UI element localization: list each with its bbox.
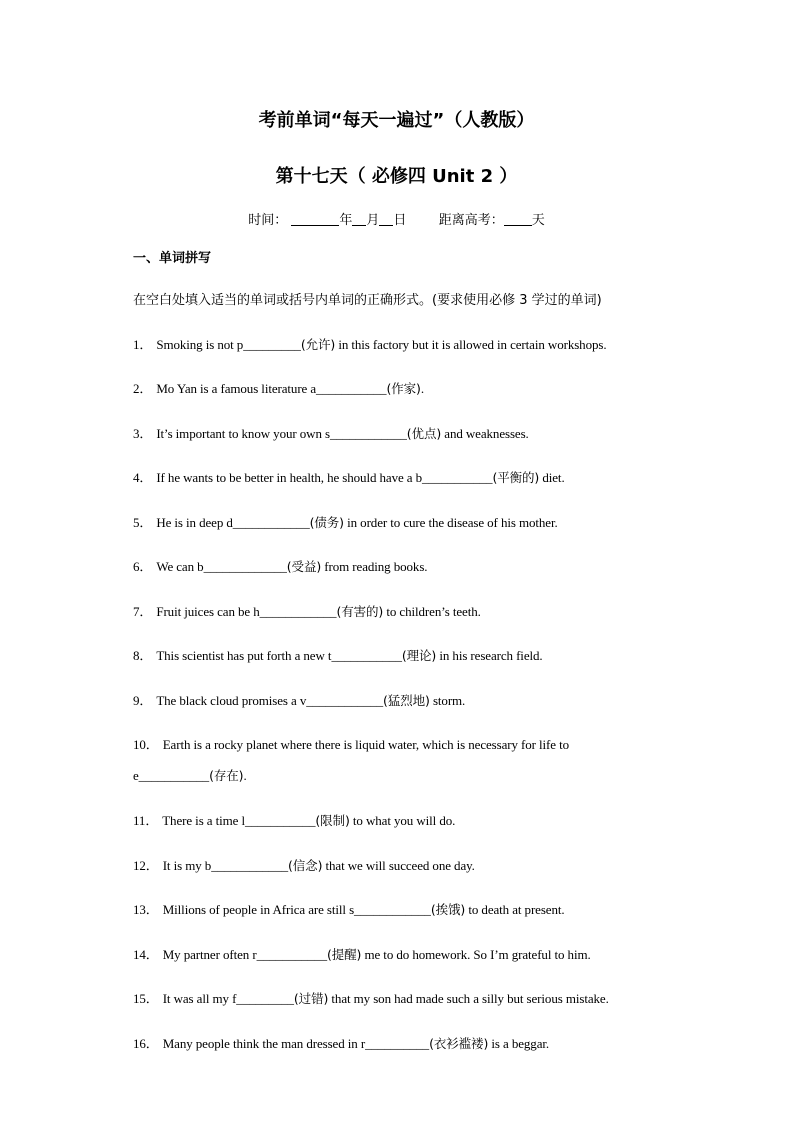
exercise-line xyxy=(133,1033,549,1052)
days-blank[interactable] xyxy=(504,211,532,226)
exercise-text-after: storm. xyxy=(429,693,466,708)
chinese-hint: (挨饿) xyxy=(430,902,466,917)
exercise-number: 13． xyxy=(133,902,159,917)
exercise-number: 2． xyxy=(133,381,153,396)
exercise-text-before: Fruit juices can be h xyxy=(156,604,260,619)
exercise-line xyxy=(133,601,481,620)
exercise-text-after: me to do homework. So I’m grateful to him. xyxy=(361,947,591,962)
exercise-text-before: It is my b xyxy=(162,858,212,873)
exercise-text-before: e xyxy=(133,768,139,783)
chinese-hint: (过错) xyxy=(293,991,329,1006)
exercise-text-after: to death at present. xyxy=(465,902,565,917)
exercise-line xyxy=(133,899,565,918)
exercise-text-after: . xyxy=(420,381,424,396)
chinese-hint: (猛烈地) xyxy=(383,693,430,708)
exercise-line xyxy=(133,645,543,664)
exercise-number: 4． xyxy=(133,470,153,485)
exercise-number: 3． xyxy=(133,426,153,441)
exercise-number: 9． xyxy=(133,693,153,708)
exercise-line xyxy=(133,734,569,753)
exercise-number: 7． xyxy=(133,604,153,619)
exercise-text-after: that we will succeed one day. xyxy=(322,858,475,873)
exercise-text-before: Mo Yan is a famous literature a xyxy=(156,381,317,396)
answer-blank[interactable]: ____________ xyxy=(211,858,288,873)
exercise-line xyxy=(133,556,427,575)
answer-blank[interactable]: ___________ xyxy=(138,768,210,783)
month-label: 月 xyxy=(366,213,380,228)
answer-blank[interactable]: ____________ xyxy=(329,426,407,441)
exercise-text-after: to children’s teeth. xyxy=(383,604,481,619)
answer-blank[interactable]: __________ xyxy=(365,1036,430,1051)
exercise-text-before: Earth is a rocky planet where there is liquid water, which is necessary for life to xyxy=(162,737,570,752)
chinese-hint: (信念) xyxy=(288,858,323,873)
time-label: 时间： xyxy=(248,213,288,228)
date-line xyxy=(0,209,793,228)
chinese-hint: (允许) xyxy=(300,337,336,352)
chinese-hint: (衣衫褴褛) xyxy=(429,1036,489,1051)
exercise-line xyxy=(133,690,465,709)
exercise-text-after: is a beggar. xyxy=(488,1036,550,1051)
exercise-line xyxy=(133,766,247,784)
page-subtitle: 第十七天（ 必修四 Unit 2 ） xyxy=(275,166,518,187)
exercise-line xyxy=(133,855,475,874)
exercise-text-after: to what you will do. xyxy=(349,813,456,828)
exercise-text-before: Millions of people in Africa are still s xyxy=(162,902,355,917)
section-instruction: 在空白处填入适当的单词或括号内单词的正确形式。(要求使用必修 3 学过的单词) xyxy=(133,293,602,308)
exercise-text-after: in order to cure the disease of his mother. xyxy=(343,515,558,530)
answer-blank[interactable]: ____________ xyxy=(259,604,337,619)
answer-blank[interactable]: ___________ xyxy=(422,470,493,485)
exercise-text-before: It’s important to know your own s xyxy=(156,426,330,441)
exercise-text-after: in this factory but it is allowed in certain workshops. xyxy=(335,337,607,352)
exercise-number: 10． xyxy=(133,737,159,752)
exercise-number: 16． xyxy=(133,1036,159,1051)
answer-blank[interactable]: ____________ xyxy=(232,515,310,530)
exercise-line xyxy=(133,944,591,963)
year-blank[interactable] xyxy=(291,211,339,226)
exercise-line xyxy=(133,423,529,442)
answer-blank[interactable]: ____________ xyxy=(354,902,431,917)
exercise-text-after: . xyxy=(243,768,247,783)
answer-blank[interactable]: _________ xyxy=(243,337,301,352)
chinese-hint: (限制) xyxy=(315,813,350,828)
exercise-text-before: My partner often r xyxy=(162,947,257,962)
answer-blank[interactable]: _________ xyxy=(236,991,294,1006)
exercise-text-before: Smoking is not p xyxy=(156,337,244,352)
chinese-hint: (有害的) xyxy=(336,604,384,619)
exercise-number: 1． xyxy=(133,337,153,352)
chinese-hint: (优点) xyxy=(406,426,442,441)
chinese-hint: (受益) xyxy=(286,559,322,574)
chinese-hint: (债务) xyxy=(309,515,344,530)
exercise-line xyxy=(133,467,565,486)
section-heading: 一、单词拼写 xyxy=(133,251,212,266)
exercise-text-after: that my son had made such a silly but serious mistake. xyxy=(328,991,609,1006)
days-unit: 天 xyxy=(531,213,545,228)
exercise-text-before: There is a time l xyxy=(162,813,245,828)
exercise-text-after: diet. xyxy=(539,470,565,485)
day-blank[interactable] xyxy=(379,211,393,226)
exercise-line xyxy=(133,810,455,829)
exercise-text-before: It was all my f xyxy=(162,991,237,1006)
exercise-number: 14． xyxy=(133,947,159,962)
year-label: 年 xyxy=(339,213,353,228)
chinese-hint: (平衡的) xyxy=(492,470,540,485)
chinese-hint: (存在) xyxy=(209,768,244,783)
answer-blank[interactable]: ___________ xyxy=(245,813,316,828)
exercise-text-after: and weaknesses. xyxy=(441,426,529,441)
exercise-line xyxy=(133,334,607,353)
answer-blank[interactable]: ___________ xyxy=(256,947,327,962)
exercise-number: 6． xyxy=(133,559,153,574)
exercise-number: 12． xyxy=(133,858,159,873)
chinese-hint: (作家) xyxy=(386,381,421,396)
exercise-number: 15． xyxy=(133,991,159,1006)
exercise-line xyxy=(133,512,558,531)
chinese-hint: (提醒) xyxy=(326,947,362,962)
answer-blank[interactable]: _____________ xyxy=(203,559,287,574)
exercise-text-before: If he wants to be better in health, he should have a b xyxy=(156,470,423,485)
exercise-number: 11． xyxy=(133,813,159,828)
exercise-text-before: He is in deep d xyxy=(156,515,233,530)
exam-countdown-label: 距离高考： xyxy=(438,213,504,228)
answer-blank[interactable]: ___________ xyxy=(316,381,387,396)
exercise-text-after: in his research field. xyxy=(436,648,543,663)
day-label: 日 xyxy=(393,213,407,228)
exercise-text-before: This scientist has put forth a new t xyxy=(156,648,332,663)
exercise-text-before: Many people think the man dressed in r xyxy=(162,1036,366,1051)
exercise-line xyxy=(133,378,424,397)
answer-blank[interactable]: ____________ xyxy=(306,693,384,708)
answer-blank[interactable]: ___________ xyxy=(331,648,402,663)
chinese-hint: (理论) xyxy=(401,648,437,663)
month-blank[interactable] xyxy=(352,211,366,226)
exercise-number: 8． xyxy=(133,648,153,663)
exercise-line xyxy=(133,988,609,1007)
exercise-text-after: from reading books. xyxy=(321,559,428,574)
exercise-text-before: The black cloud promises a v xyxy=(156,693,307,708)
exercise-text-before: We can b xyxy=(156,559,204,574)
exercise-number: 5． xyxy=(133,515,153,530)
page-title: 考前单词“每天一遍过”（人教版） xyxy=(258,110,535,131)
